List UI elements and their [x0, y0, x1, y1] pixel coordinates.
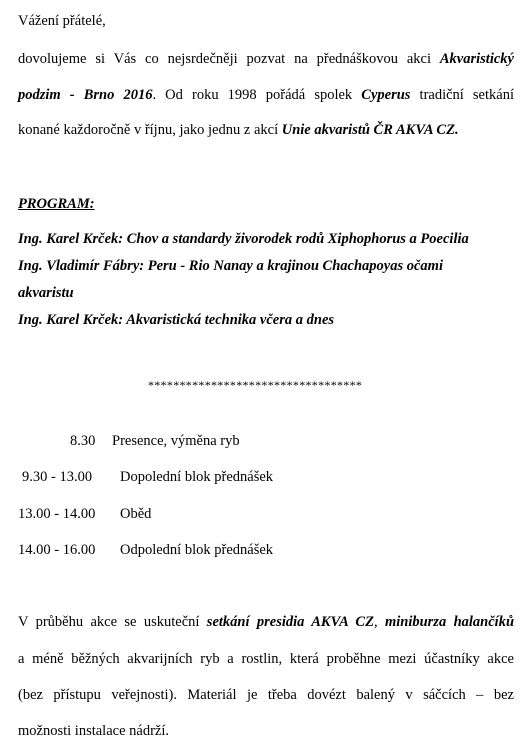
intro-line-2	[18, 86, 514, 104]
program-item-2: Ing. Vladimír Fábry: Peru - Rio Nanay a krajinou Chachapoyas očami	[18, 258, 443, 274]
intro-line-3	[18, 121, 459, 139]
separator: **********************************	[148, 378, 363, 392]
closing-text-1a: V průběhu akce se uskuteční	[18, 614, 207, 630]
closing-line-3: (bez přístupu veřejnosti). Materiál je třeba dovézt balený v sáčcích – bez	[18, 687, 514, 703]
schedule-activity-1: Presence, výměna ryb	[112, 433, 240, 449]
closing-line-4: možnosti instalace nádrží.	[18, 723, 169, 739]
organizer-name: Cyperus	[361, 87, 411, 103]
closing-line-1	[18, 613, 514, 631]
schedule-time-4: 14.00 - 16.00	[18, 542, 96, 558]
intro-text-2d: tradiční setkání	[410, 87, 514, 103]
schedule-activity-2: Dopolední blok přednášek	[120, 469, 274, 485]
schedule-time-2: 9.30 - 13.00	[22, 469, 93, 485]
schedule-time-3: 13.00 - 14.00	[18, 506, 96, 522]
event-name-part-2: podzim - Brno 2016	[18, 87, 153, 103]
intro-line-1	[18, 50, 514, 68]
schedule-activity-3: Oběd	[120, 506, 152, 522]
union-name: Unie akvaristů ČR AKVA CZ.	[281, 122, 459, 138]
schedule-activity-4: Odpolední blok přednášek	[120, 542, 274, 558]
mini-market: miniburza halančíků	[384, 614, 515, 630]
event-name-part-1: Akvaristický	[439, 51, 514, 67]
program-item-2-cont: akvaristu	[18, 285, 74, 301]
closing-line-2: a méně běžných akvarijních ryb a rostlin, která proběhne mezi účastníky akce	[18, 651, 514, 667]
program-item-3: Ing. Karel Krček: Akvaristická technika včera a dnes	[18, 312, 335, 328]
closing-text-1c: ,	[373, 614, 385, 630]
program-heading: PROGRAM:	[18, 196, 95, 212]
intro-text-1a: dovolujeme si Vás co nejsrdečněji pozvat na přednáškovou akci	[18, 51, 440, 67]
greeting: Vážení přátelé,	[18, 13, 106, 29]
intro-text-2b: . Od roku 1998 pořádá spolek	[152, 87, 362, 103]
intro-text-3a: konané každoročně v říjnu, jako jednu z akcí	[18, 122, 282, 138]
presidium-meeting: setkání presidia AKVA CZ	[206, 614, 374, 630]
schedule-time-1: 8.30	[70, 433, 96, 449]
program-item-1: Ing. Karel Krček: Chov a standardy živorodek rodů Xiphophorus a Poecilia	[18, 231, 469, 247]
